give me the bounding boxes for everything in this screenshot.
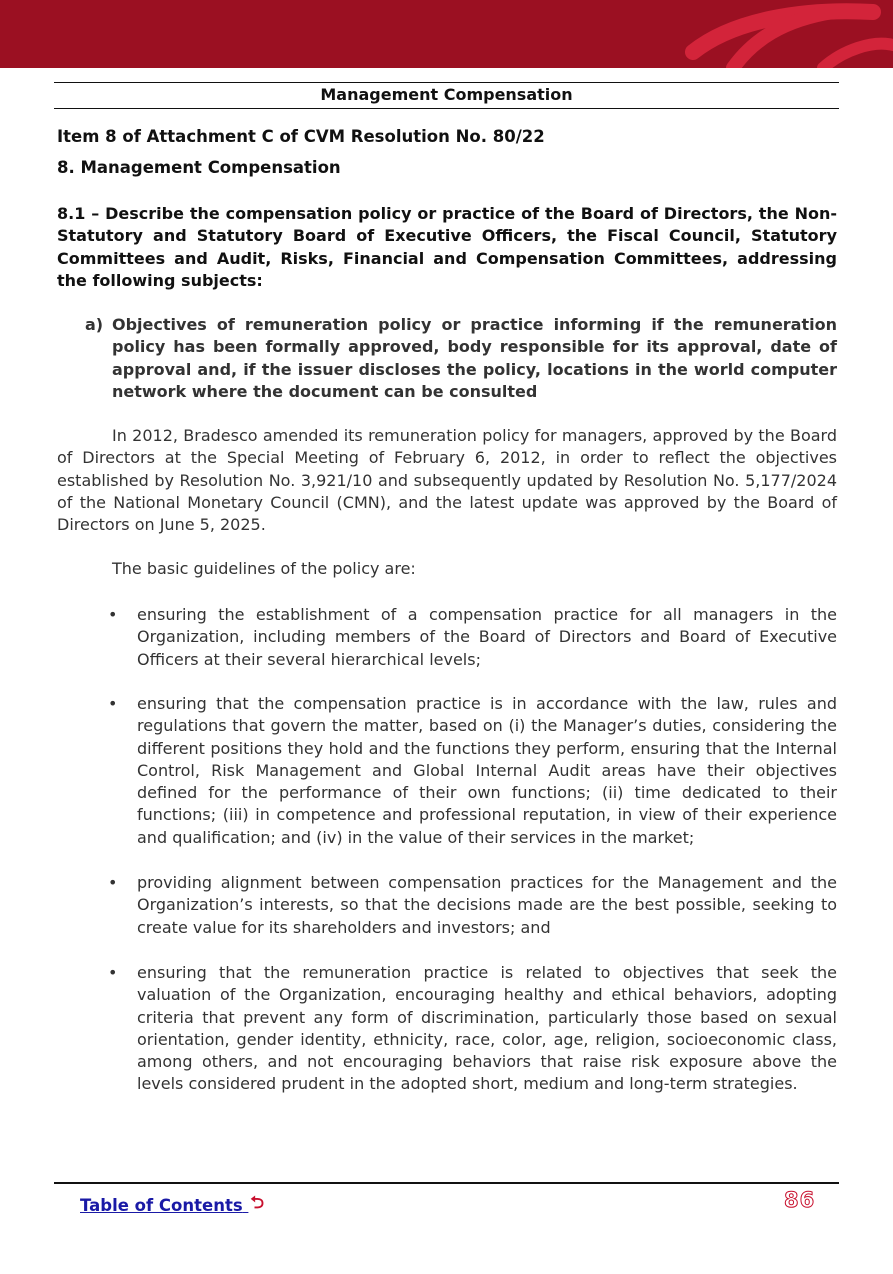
page-number: 86 [784, 1188, 816, 1212]
table-of-contents-link[interactable] [80, 1190, 264, 1219]
list-item [108, 604, 837, 671]
subquestion-letter: a) [85, 315, 104, 334]
subquestion-a [85, 314, 837, 404]
guidelines-intro: The basic guidelines of the policy are: [112, 559, 416, 578]
list-item [108, 962, 837, 1096]
subquestion-text: Objectives of remuneration policy or practice informing if the remuneration policy has been formally approved, body responsible for its approval, date of approval and, if the issuer discloses the policy, locations in the world computer network where the document can be consulted [112, 315, 837, 402]
list-item-text: ensuring that the compensation practice is in accordance with the law, rules and regulations that govern the matter, based on (i) the Manager’s duties, considering the different positions they hold and the functions they perform, ensuring that the Internal Control, Risk Management and Global Internal Audit areas have their objectives defined for the performance of their own functions; (ii) time dedicated to their functions; (iii) in competence and professional reputation, in view of their experience and qualification; and (iv) in the value of their services in the market; [137, 694, 837, 847]
section-heading: 8. Management Compensation [57, 158, 341, 177]
list-item-text: ensuring that the remuneration practice is related to objectives that seek the valuation of the Organization, encouraging healthy and ethical behaviors, adopting criteria that prevent any form of discrimination, particularly those based on sexual orientation, gender identity, ethnicity, race, color, age, religion, socioeconomic class, among others, and not encouraging behaviors that raise risk exposure above the levels considered prudent in the adopted short, medium and long-term strategies. [137, 963, 837, 1094]
bullet-icon: • [108, 605, 118, 624]
item-heading: Item 8 of Attachment C of CVM Resolution No. 80/22 [57, 127, 545, 146]
header-banner [0, 0, 893, 68]
toc-link-label: Table of Contents [80, 1196, 243, 1215]
footer-rule [54, 1182, 839, 1184]
bullet-icon: • [108, 694, 118, 713]
list-item [108, 693, 837, 849]
header-rule-top [54, 82, 839, 83]
body-paragraph: In 2012, Bradesco amended its remuneration policy for managers, approved by the Board of Directors at the Special Meeting of February 6, 2012, in order to reflect the objectives established by Resolution No. 3,921/10 and subsequently updated by Resolution No. 5,177/2024 of the National Monetary Council (CMN), and the latest update was approved by the Board of Directors on June 5, 2025. [57, 426, 837, 535]
header-rule-bottom [54, 108, 839, 109]
question-8-1: 8.1 – Describe the compensation policy or practice of the Board of Directors, the Non-Statutory and Statutory Board of Executive Officers, the Fiscal Council, Statutory Committees and Audit, Risks, Financial and Compensation Committees, addressing the following subjects: [57, 204, 837, 291]
page-section-title: Management Compensation [320, 85, 573, 104]
list-item-text: ensuring the establishment of a compensation practice for all managers in the Organization, including members of the Board of Directors and Board of Executive Officers at their several hierarchical levels; [137, 605, 837, 669]
list-item-text: providing alignment between compensation practices for the Management and the Organization’s interests, so that the decisions made are the best possible, seeking to create value for its shareholders and investors; and [137, 873, 837, 937]
brand-swoosh-icon [673, 0, 893, 68]
bullet-icon: • [108, 963, 118, 982]
bullet-icon: • [108, 873, 118, 892]
return-arrow-icon[interactable]: ⮌ [250, 1193, 265, 1213]
list-item [108, 872, 837, 939]
